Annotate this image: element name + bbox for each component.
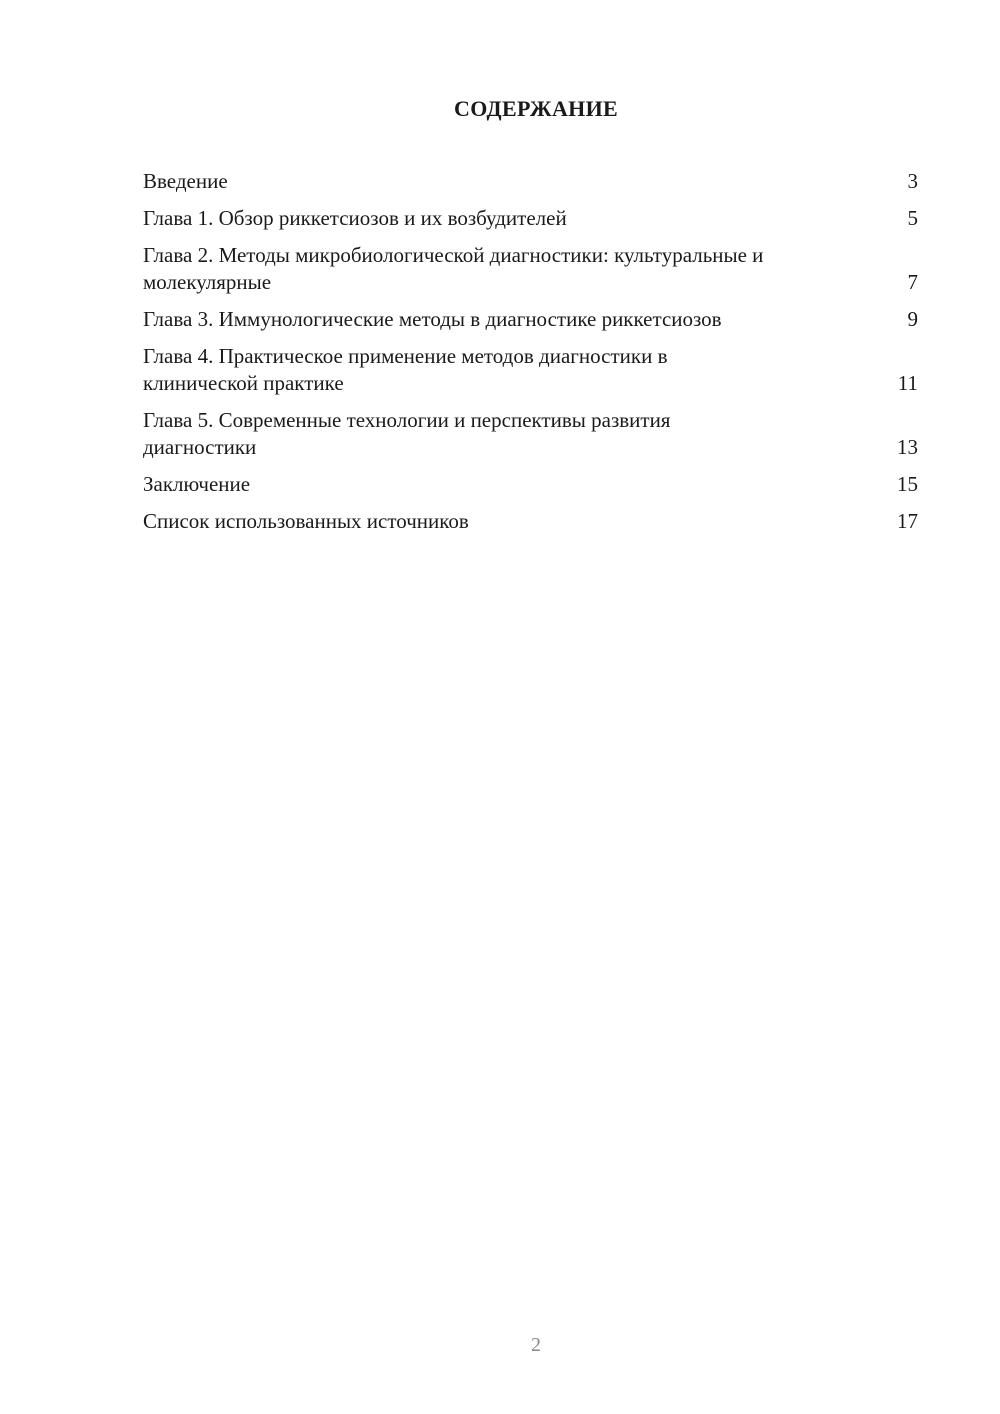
table-of-contents — [143, 168, 918, 545]
toc-entry-page: 15 — [897, 472, 918, 496]
toc-entry-page: 17 — [897, 509, 918, 533]
toc-entry-chapter-4[interactable] — [143, 343, 918, 397]
page-title: СОДЕРЖАНИЕ — [454, 96, 618, 121]
toc-entry-page: 13 — [897, 435, 918, 459]
toc-entry-title: Список использованных источников — [143, 509, 469, 533]
toc-entry-chapter-2[interactable] — [143, 242, 918, 296]
toc-entry-page: 3 — [907, 169, 918, 193]
toc-entry-page: 9 — [907, 307, 918, 331]
toc-entry-title: Введение — [143, 169, 228, 193]
toc-entry-title: Глава 2. Методы микробиологической диагностики: культуральные и молекулярные — [143, 243, 764, 294]
toc-entry-page: 11 — [897, 371, 918, 395]
toc-entry-title: Глава 3. Иммунологические методы в диагностике риккетсиозов — [143, 307, 722, 331]
toc-entry-chapter-1[interactable] — [143, 205, 918, 232]
toc-entry-conclusion[interactable] — [143, 471, 918, 498]
toc-entry-page: 7 — [907, 270, 918, 294]
toc-entry-references[interactable] — [143, 508, 918, 535]
toc-entry-chapter-5[interactable] — [143, 407, 918, 461]
toc-entry-title: Заключение — [143, 472, 251, 496]
toc-entry-title: Глава 4. Практическое применение методов диагностики в клинической практике — [143, 344, 668, 395]
toc-entry-chapter-3[interactable] — [143, 306, 918, 333]
toc-entry-introduction[interactable] — [143, 168, 918, 195]
toc-entry-title: Глава 5. Современные технологии и перспективы развития диагностики — [143, 408, 671, 459]
toc-entry-title: Глава 1. Обзор риккетсиозов и их возбудителей — [143, 206, 567, 230]
toc-entry-page: 5 — [907, 206, 918, 230]
page-number: 2 — [531, 1334, 541, 1356]
